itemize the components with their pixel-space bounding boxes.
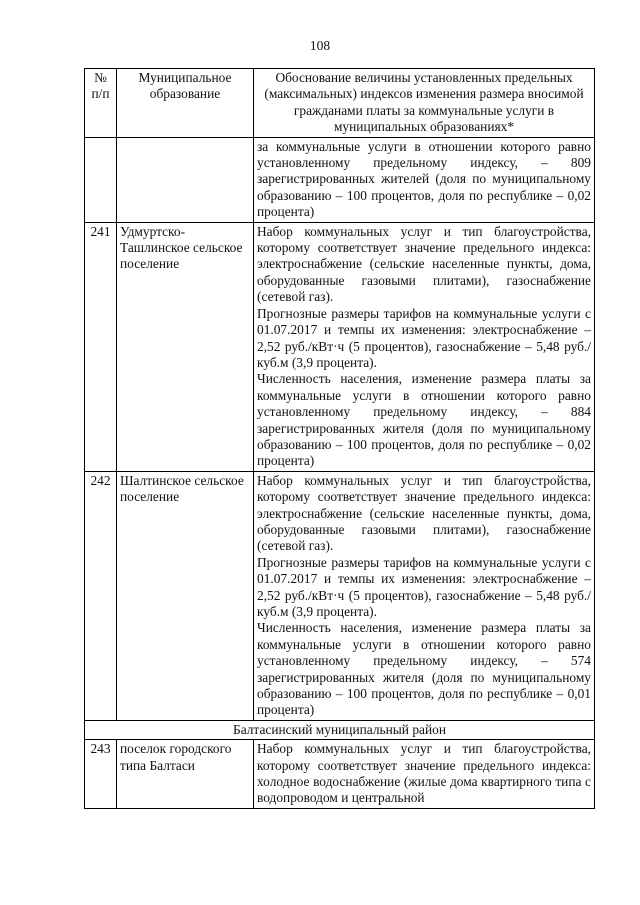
header-num: № п/п (85, 69, 117, 138)
header-justification: Обоснование величины установленных предельных (максимальных) индексов изменения размера вносимой гражданами платы за коммунальные услуги в муниципальных образованиях* (254, 69, 595, 138)
cell-num (85, 137, 117, 222)
justification-paragraph-services: Набор коммунальных услуг и тип благоустройства, которому соответствует значение предельного индекса: электроснабжение (сельские населенные пункты, дома, оборудованные газовыми плитами), газоснабжение (сетевой газ). (257, 223, 591, 305)
justification-paragraph-population: Численность населения, изменение размера платы за коммунальные услуги в отношении которого равно установленному предельному индексу, – 884 зарегистрированных жителя (доля по муниципальному образованию – 100 процентов, доля по республике – 0,02 процента) (257, 371, 591, 469)
justification-paragraph-services: Набор коммунальных услуг и тип благоустройства, которому соответствует значение предельного индекса: холодное водоснабжение (жилые дома квартирного типа с водопроводом и центральной (257, 741, 591, 806)
table-viewport (0, 68, 640, 820)
table-row (85, 222, 595, 471)
cell-justification (254, 740, 595, 809)
cell-justification (254, 471, 595, 720)
table-row-continuation (85, 137, 595, 222)
cell-justification (254, 222, 595, 471)
cell-num: 243 (85, 740, 117, 809)
section-title: Балтасинский муниципальный район (85, 720, 595, 739)
table-header-row (85, 69, 595, 138)
header-municipality: Муниципальное образование (117, 69, 254, 138)
justification-paragraph-services: Набор коммунальных услуг и тип благоустройства, которому соответствует значение предельного индекса: электроснабжение (сельские населенные пункты, дома, оборудованные газовыми плитами), газоснабжение (сетевой газ). (257, 472, 591, 554)
cell-municipality (117, 137, 254, 222)
cell-municipality: Удмуртско-Ташлинское сельское поселение (117, 222, 254, 471)
page-number: 108 (309, 38, 331, 53)
table-row (85, 471, 595, 720)
cell-justification (254, 137, 595, 222)
justification-text: за коммунальные услуги в отношении которого равно установленному предельному индексу, – 809 зарегистрированных жителей (доля по муниципальному образованию – 100 процентов, доля по республике – 0,02 процента) (257, 138, 591, 220)
justification-paragraph-tariffs: Прогнозные размеры тарифов на коммунальные услуги с 01.07.2017 и темпы их изменения: электроснабжение – 2,52 руб./кВт·ч (5 процентов), газоснабжение – 5,48 руб./куб.м (3,9 процента). (257, 305, 591, 370)
justification-paragraph-tariffs: Прогнозные размеры тарифов на коммунальные услуги с 01.07.2017 и темпы их изменения: электроснабжение – 2,52 руб./кВт·ч (5 процентов), газоснабжение – 5,48 руб./куб.м (3,9 процента). (257, 554, 591, 619)
section-header-row (85, 720, 595, 739)
table-row (85, 740, 595, 809)
cell-num: 242 (85, 471, 117, 720)
cell-num: 241 (85, 222, 117, 471)
cell-municipality: Шалтинское сельское поселение (117, 471, 254, 720)
cell-municipality: поселок городского типа Балтаси (117, 740, 254, 809)
justification-paragraph-population: Численность населения, изменение размера платы за коммунальные услуги в отношении которого равно установленному предельному индексу, – 574 зарегистрированных жителя (доля по муниципальному образованию – 100 процентов, доля по республике – 0,01 процента) (257, 620, 591, 718)
tariff-index-table (84, 68, 595, 809)
